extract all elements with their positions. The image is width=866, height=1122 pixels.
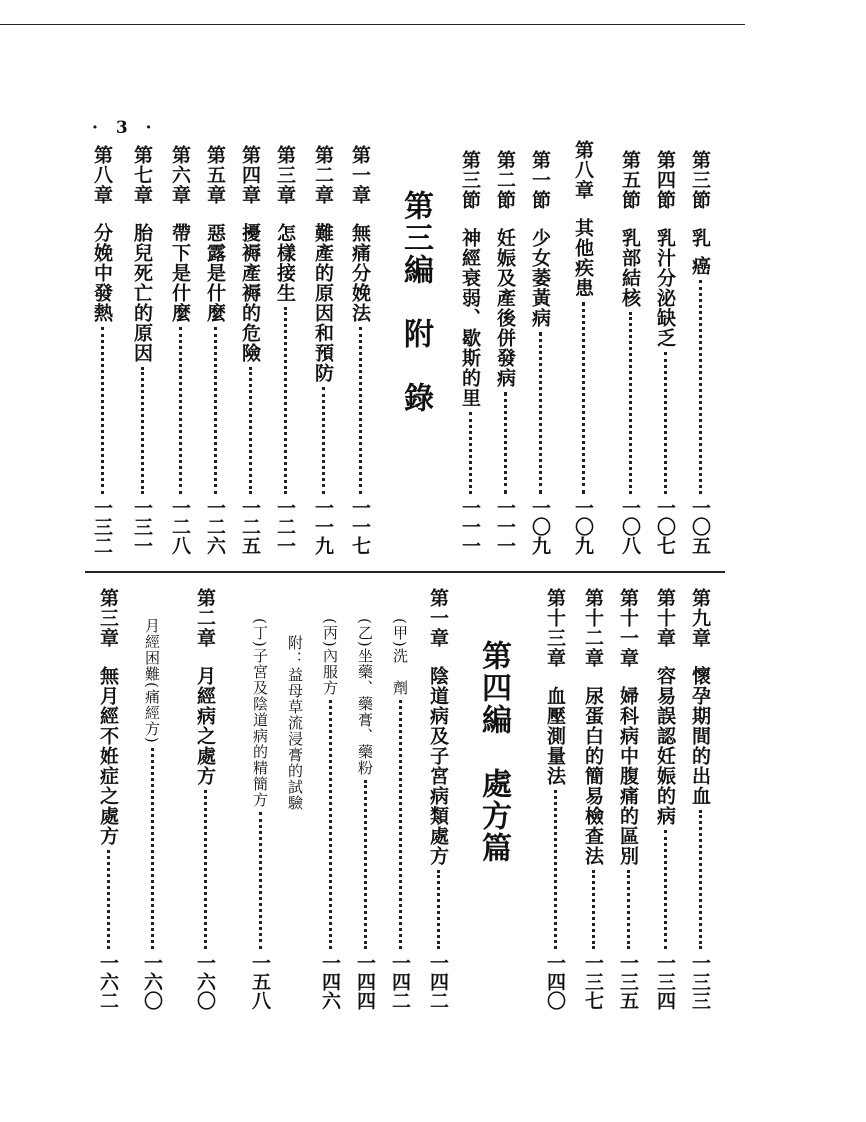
- entry-page: 一一九: [312, 498, 334, 555]
- dot-leader: [179, 327, 182, 494]
- entry-page: 一〇九: [529, 498, 551, 555]
- dot-leader: [359, 327, 362, 494]
- entry-prefix: 第四節: [654, 150, 676, 210]
- entry-title: 惡露是什麼: [204, 223, 226, 323]
- entry-title: 婦科病中腹痛的區別: [617, 686, 639, 866]
- entry-page: 一三二: [91, 498, 113, 555]
- entry-page: 一四四: [354, 953, 376, 1010]
- entry-title: 擾褥產褥的危險: [239, 223, 261, 363]
- section-heading-appendix: 第三編 附 錄: [398, 190, 433, 414]
- entry-prefix: 第二章: [312, 145, 334, 205]
- toc-entry: [490, 150, 520, 555]
- entry-title: (甲)洗 劑: [391, 618, 409, 696]
- entry-page: 一二八: [169, 498, 191, 555]
- entry-page: 一三三: [689, 953, 711, 1010]
- toc-entry: [568, 140, 598, 555]
- toc-entry: [525, 150, 555, 555]
- dot-leader: [214, 327, 217, 494]
- toc-entry: [685, 150, 715, 555]
- entry-title: 其他疾患: [572, 218, 594, 298]
- entry-page: 一六二: [97, 953, 119, 1010]
- toc-entry: [308, 145, 338, 555]
- entry-title: (丁)子宮及陰道病的精簡方: [251, 618, 269, 808]
- entry-prefix: 第七章: [131, 145, 153, 205]
- toc-entry: [127, 145, 157, 555]
- entry-page: 一三四: [654, 953, 676, 1010]
- entry-page: 一二六: [204, 498, 226, 555]
- entry-prefix: 第一章: [427, 588, 449, 648]
- toc-entry: [685, 588, 715, 1010]
- entry-title: 月經病之處方: [194, 666, 216, 786]
- toc-entry: [137, 618, 167, 1010]
- dot-leader: [249, 367, 252, 494]
- toc-entry: [270, 145, 300, 555]
- dot-leader: [539, 332, 542, 494]
- entry-title: 容易誤認妊娠的病: [654, 666, 676, 826]
- dot-leader: [554, 790, 557, 949]
- entry-prefix: 第三節: [459, 150, 481, 210]
- entry-page: 一四六: [319, 953, 341, 1010]
- toc-entry: [540, 588, 570, 1010]
- toc-entry: [423, 588, 453, 1010]
- dot-leader: [437, 870, 440, 949]
- entry-title: 乳汁分泌缺乏: [654, 228, 676, 348]
- dot-leader: [322, 387, 325, 494]
- middle-divider: [85, 571, 725, 573]
- top-rule: [0, 24, 745, 25]
- entry-prefix: 第五章: [204, 145, 226, 205]
- dot-leader: [664, 830, 667, 949]
- entry-title: 妊娠及產後併發病: [494, 228, 516, 388]
- toc-entry: [87, 145, 117, 555]
- entry-page: 一〇七: [654, 498, 676, 555]
- entry-prefix: 第四章: [239, 145, 261, 205]
- entry-prefix: 第八章: [572, 140, 594, 200]
- entry-title: 胎兒死亡的原因: [131, 223, 153, 363]
- dot-leader: [627, 870, 630, 949]
- entry-prefix: 第十一章: [617, 588, 639, 668]
- toc-entry: [200, 145, 230, 555]
- entry-title: 少女萎黃病: [529, 228, 551, 328]
- dot-leader: [101, 327, 104, 494]
- toc-entry: [615, 150, 645, 555]
- page-number: · 3 ·: [92, 118, 158, 138]
- toc-entry: [93, 588, 123, 1010]
- dot-leader: [699, 810, 702, 949]
- entry-title: (乙)坐藥、藥膏、藥粉: [356, 618, 374, 776]
- dot-leader: [329, 700, 332, 949]
- toc-entry: [345, 145, 375, 555]
- dot-leader: [582, 302, 585, 494]
- entry-prefix: 第三章: [274, 145, 296, 205]
- dot-leader: [664, 352, 667, 494]
- entry-title: 血壓測量法: [544, 686, 566, 786]
- toc-entry: [280, 635, 310, 1010]
- entry-title: 乳部結核: [619, 228, 641, 308]
- dot-leader: [151, 748, 154, 949]
- entry-title: 陰道病及子宮病類處方: [427, 666, 449, 866]
- entry-prefix: 第一節: [529, 150, 551, 210]
- entry-prefix: 第十二章: [582, 588, 604, 668]
- entry-title: 乳 癌: [689, 228, 711, 276]
- entry-page: 一六〇: [194, 953, 216, 1010]
- entry-page: 一〇八: [619, 498, 641, 555]
- toc-entry: [350, 618, 380, 1010]
- entry-title: 神經衰弱、歇斯的里: [459, 228, 481, 408]
- dot-leader: [699, 280, 702, 494]
- entry-page: 一〇五: [689, 498, 711, 555]
- dot-leader: [399, 700, 402, 949]
- entry-page: 一二五: [239, 498, 261, 555]
- entry-title: 難產的原因和預防: [312, 223, 334, 383]
- entry-prefix: 第三節: [689, 150, 711, 210]
- entry-page: 一三五: [617, 953, 639, 1010]
- dot-leader: [504, 392, 507, 494]
- toc-entry: [315, 618, 345, 1010]
- entry-page: 一四〇: [544, 953, 566, 1010]
- entry-title: 懷孕期間的出血: [689, 666, 711, 806]
- entry-prefix: 第十章: [654, 588, 676, 648]
- entry-page: 一三七: [582, 953, 604, 1010]
- toc-entry: [455, 150, 485, 555]
- entry-page: 一五八: [249, 953, 271, 1010]
- entry-page: 一二一: [274, 498, 296, 555]
- dot-leader: [107, 850, 110, 949]
- entry-title: 月經困難(痛經方): [143, 618, 161, 744]
- entry-title: 無痛分娩法: [349, 223, 371, 323]
- toc-entry: [578, 588, 608, 1010]
- entry-prefix: 第十三章: [544, 588, 566, 668]
- entry-page: 一一一: [494, 498, 516, 555]
- toc-entry: [165, 145, 195, 555]
- entry-prefix: 第一章: [349, 145, 371, 205]
- dot-leader: [259, 812, 262, 949]
- entry-prefix: 第二章: [194, 588, 216, 648]
- toc-entry: [245, 618, 275, 1010]
- entry-title: 無月經不姙症之處方: [97, 666, 119, 846]
- entry-prefix: 第六章: [169, 145, 191, 205]
- entry-page: 一一一: [459, 498, 481, 555]
- dot-leader: [284, 307, 287, 494]
- entry-prefix: 第九章: [689, 588, 711, 648]
- toc-entry: [385, 618, 415, 1010]
- entry-prefix: 第二節: [494, 150, 516, 210]
- toc-entry: [650, 588, 680, 1010]
- entry-page: 一一七: [349, 498, 371, 555]
- dot-leader: [469, 412, 472, 494]
- dot-leader: [592, 870, 595, 949]
- entry-page: 一四二: [427, 953, 449, 1010]
- entry-page: 一六〇: [141, 953, 163, 1010]
- toc-entry: [613, 588, 643, 1010]
- entry-title: 分娩中發熱: [91, 223, 113, 323]
- entry-page: 一〇九: [572, 498, 594, 555]
- toc-entry: [650, 150, 680, 555]
- entry-prefix: 第三章: [97, 588, 119, 648]
- entry-title: 附：益母草流浸膏的試驗: [286, 635, 304, 811]
- entry-page: 一四二: [389, 953, 411, 1010]
- entry-prefix: 第五節: [619, 150, 641, 210]
- dot-leader: [364, 780, 367, 949]
- entry-prefix: 第八章: [91, 145, 113, 205]
- toc-entry: [190, 588, 220, 1010]
- dot-leader: [141, 367, 144, 494]
- entry-page: 一三一: [131, 498, 153, 555]
- entry-title: 帶下是什麼: [169, 223, 191, 323]
- toc-entry: [235, 145, 265, 555]
- entry-title: 怎樣接生: [274, 223, 296, 303]
- entry-title: 尿蛋白的簡易檢查法: [582, 686, 604, 866]
- dot-leader: [629, 312, 632, 494]
- dot-leader: [204, 790, 207, 949]
- entry-title: (丙)內服方: [321, 618, 339, 696]
- section-heading-prescriptions: 第四編 處方篇: [476, 640, 511, 864]
